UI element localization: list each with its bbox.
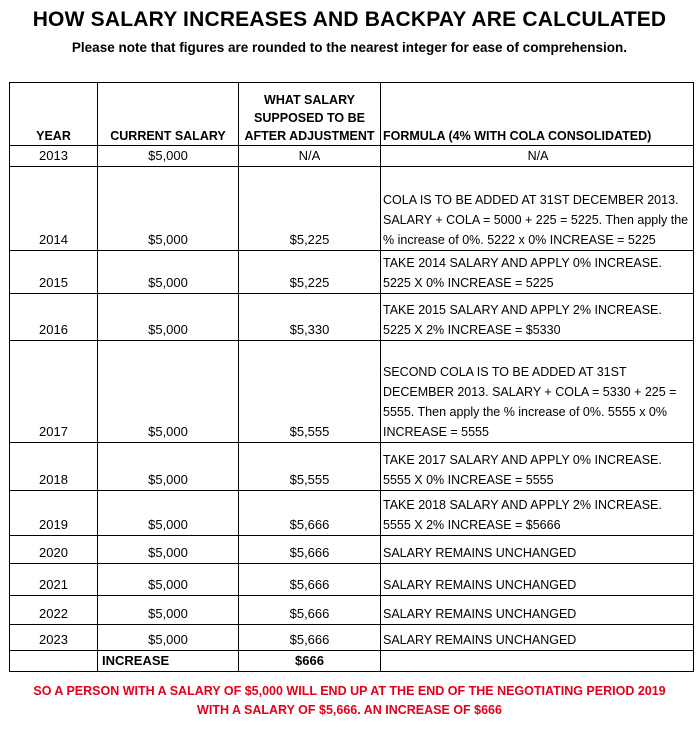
- table-row: [10, 625, 694, 651]
- cell-formula: SALARY REMAINS UNCHANGED: [381, 625, 694, 651]
- cell-supposed: N/A: [239, 146, 381, 167]
- cell-supposed: $5,330: [239, 294, 381, 341]
- cell-current: $5,000: [98, 564, 239, 596]
- cell-current: $5,000: [98, 251, 239, 294]
- cell-supposed: $5,666: [239, 536, 381, 564]
- header-supposed-salary: WHAT SALARY SUPPOSED TO BE AFTER ADJUSTMENT: [239, 83, 381, 146]
- cell-year: 2017: [10, 341, 98, 443]
- table-row: [10, 491, 694, 536]
- cell-year: 2016: [10, 294, 98, 341]
- table-row: [10, 294, 694, 341]
- cell-supposed: $5,555: [239, 443, 381, 491]
- cell-empty: [381, 651, 694, 672]
- cell-formula: SECOND COLA IS TO BE ADDED AT 31ST DECEMBER 2013. SALARY + COLA = 5330 + 225 = 5555. Then apply the % increase of 0%. 5555 x 0% INCREASE = 5555: [381, 341, 694, 443]
- cell-supposed: $5,666: [239, 596, 381, 625]
- cell-current: $5,000: [98, 536, 239, 564]
- cell-year: 2018: [10, 443, 98, 491]
- cell-supposed: $5,555: [239, 341, 381, 443]
- increase-label: INCREASE: [98, 651, 239, 672]
- cell-year: 2014: [10, 167, 98, 251]
- table-row: [10, 443, 694, 491]
- header-year: YEAR: [10, 83, 98, 146]
- header-current-salary: CURRENT SALARY: [98, 83, 239, 146]
- increase-value: $666: [239, 651, 381, 672]
- table-row: [10, 564, 694, 596]
- cell-empty: [10, 651, 98, 672]
- table-body: [10, 146, 694, 672]
- cell-supposed: $5,666: [239, 625, 381, 651]
- cell-current: $5,000: [98, 294, 239, 341]
- header-formula: FORMULA (4% WITH COLA CONSOLIDATED): [381, 83, 694, 146]
- cell-year: 2019: [10, 491, 98, 536]
- cell-current: $5,000: [98, 146, 239, 167]
- cell-formula: TAKE 2014 SALARY AND APPLY 0% INCREASE. 5225 X 0% INCREASE = 5225: [381, 251, 694, 294]
- cell-formula: SALARY REMAINS UNCHANGED: [381, 536, 694, 564]
- page-subtitle: Please note that figures are rounded to the nearest integer for ease of comprehension.: [71, 40, 628, 55]
- cell-year: 2021: [10, 564, 98, 596]
- increase-row: [10, 651, 694, 672]
- table-row: [10, 167, 694, 251]
- cell-formula: TAKE 2018 SALARY AND APPLY 2% INCREASE. 5555 X 2% INCREASE = $5666: [381, 491, 694, 536]
- cell-current: $5,000: [98, 443, 239, 491]
- cell-formula: SALARY REMAINS UNCHANGED: [381, 596, 694, 625]
- cell-current: $5,000: [98, 491, 239, 536]
- table-row: [10, 251, 694, 294]
- table-row: [10, 596, 694, 625]
- cell-year: 2022: [10, 596, 98, 625]
- salary-table: [9, 82, 694, 672]
- cell-supposed: $5,225: [239, 167, 381, 251]
- cell-supposed: $5,666: [239, 564, 381, 596]
- page-title: HOW SALARY INCREASES AND BACKPAY ARE CALCULATED: [32, 8, 667, 31]
- table-row: [10, 146, 694, 167]
- cell-year: 2015: [10, 251, 98, 294]
- cell-formula: SALARY REMAINS UNCHANGED: [381, 564, 694, 596]
- table-row: [10, 536, 694, 564]
- table-header-row: [10, 83, 694, 146]
- cell-supposed: $5,666: [239, 491, 381, 536]
- cell-formula: COLA IS TO BE ADDED AT 31ST DECEMBER 2013. SALARY + COLA = 5000 + 225 = 5225. Then apply the % increase of 0%. 5222 x 0% INCREASE = 5225: [381, 167, 694, 251]
- cell-current: $5,000: [98, 596, 239, 625]
- cell-year: 2023: [10, 625, 98, 651]
- cell-current: $5,000: [98, 167, 239, 251]
- cell-formula: N/A: [381, 146, 694, 167]
- cell-formula: TAKE 2017 SALARY AND APPLY 0% INCREASE. 5555 X 0% INCREASE = 5555: [381, 443, 694, 491]
- cell-current: $5,000: [98, 625, 239, 651]
- cell-current: $5,000: [98, 341, 239, 443]
- cell-year: 2020: [10, 536, 98, 564]
- cell-year: 2013: [10, 146, 98, 167]
- cell-supposed: $5,225: [239, 251, 381, 294]
- cell-formula: TAKE 2015 SALARY AND APPLY 2% INCREASE. 5225 X 2% INCREASE = $5330: [381, 294, 694, 341]
- table-row: [10, 341, 694, 443]
- summary-line-1: SO A PERSON WITH A SALARY OF $5,000 WILL END UP AT THE END OF THE NEGOTIATING PERIOD 2019: [33, 684, 666, 698]
- summary-note: [0, 682, 699, 720]
- summary-line-2: WITH A SALARY OF $5,666. AN INCREASE OF $666: [197, 703, 502, 717]
